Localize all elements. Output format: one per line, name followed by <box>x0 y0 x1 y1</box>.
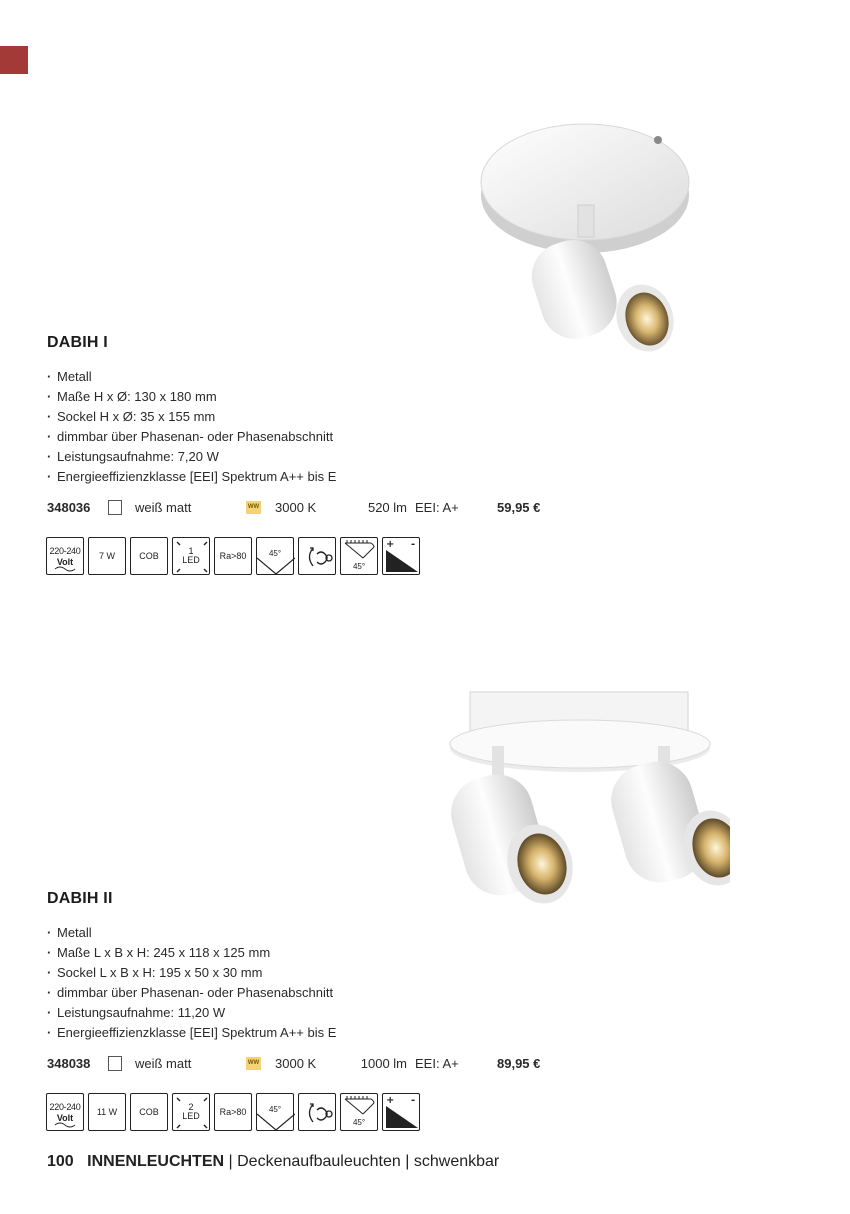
wattage-value: 7 W <box>98 551 115 561</box>
feature-item: · Metall <box>47 923 336 943</box>
color-swatch <box>108 500 122 515</box>
voltage-unit: Volt <box>56 1112 74 1123</box>
swivel-icon <box>298 1093 336 1131</box>
beam-angle-value: 45° <box>268 1105 282 1114</box>
tilt-angle-value: 45° <box>352 562 366 571</box>
product-title: DABIH II <box>47 890 113 907</box>
feature-list <box>47 923 336 1043</box>
svg-text:-: - <box>411 1095 416 1106</box>
category-title: Deckenaufbauleuchten <box>237 1153 401 1170</box>
led-count: 1 <box>188 546 194 556</box>
svg-text:+: + <box>386 1095 395 1106</box>
voltage-range: 220-240 <box>49 1101 81 1112</box>
product-photo <box>430 686 730 936</box>
led-label: LED <box>182 1111 200 1121</box>
feature-item: · Sockel H x Ø: 35 x 155 mm <box>47 407 336 427</box>
cob-led-icon <box>130 1093 168 1131</box>
page-number: 100 <box>47 1153 74 1170</box>
color-temperature: 3000 K <box>275 500 317 515</box>
article-number: 348036 <box>47 500 91 515</box>
section-title: INNENLEUCHTEN <box>87 1153 225 1170</box>
voltage-icon <box>46 537 84 575</box>
warm-white-badge: WW <box>246 1057 261 1070</box>
luminous-flux: 520 lm <box>367 500 407 515</box>
feature-item: · Maße H x Ø: 130 x 180 mm <box>47 387 336 407</box>
tilt-angle-icon <box>340 537 378 575</box>
led-label: LED <box>182 555 200 565</box>
color-name: weiß matt <box>135 500 192 515</box>
voltage-range: 220-240 <box>49 545 81 556</box>
led-type: COB <box>139 1107 159 1117</box>
color-name: weiß matt <box>135 1056 192 1071</box>
footer-separator: | <box>228 1153 233 1170</box>
feature-item: · Energieeffizienzklasse [EEI] Spektrum A++ bis E <box>47 467 336 487</box>
cri-icon <box>214 537 252 575</box>
feature-item: · Leistungsaufnahme: 7,20 W <box>47 447 336 467</box>
page-footer <box>47 1153 499 1171</box>
spec-icon-row <box>46 537 420 575</box>
beam-angle-icon <box>256 1093 294 1131</box>
wattage-icon <box>88 537 126 575</box>
footer-separator: | <box>405 1153 410 1170</box>
color-swatch <box>108 1056 122 1071</box>
led-count-icon <box>172 1093 210 1131</box>
cob-led-icon <box>130 537 168 575</box>
subcategory-title: schwenkbar <box>413 1153 500 1170</box>
voltage-icon <box>46 1093 84 1131</box>
swivel-icon <box>298 537 336 575</box>
luminous-flux: 1000 lm <box>360 1056 407 1071</box>
feature-item: · dimmbar über Phasenan- oder Phasenabschnitt <box>47 427 336 447</box>
svg-text:-: - <box>411 539 416 550</box>
tilt-angle-icon <box>340 1093 378 1131</box>
order-info-row <box>47 500 567 518</box>
chapter-color-tab <box>0 46 28 74</box>
color-temperature: 3000 K <box>275 1056 317 1071</box>
led-count-icon <box>172 537 210 575</box>
cri-value: Ra>80 <box>219 551 247 561</box>
cri-icon <box>214 1093 252 1131</box>
price: 89,95 € <box>497 1056 541 1071</box>
feature-item: · Energieeffizienzklasse [EEI] Spektrum A++ bis E <box>47 1023 336 1043</box>
feature-item: · Leistungsaufnahme: 11,20 W <box>47 1003 336 1023</box>
product-photo <box>470 100 700 360</box>
tilt-angle-value: 45° <box>352 1118 366 1127</box>
order-info-row <box>47 1056 567 1074</box>
product-title: DABIH I <box>47 334 108 351</box>
feature-item: · Metall <box>47 367 336 387</box>
feature-item: · dimmbar über Phasenan- oder Phasenabschnitt <box>47 983 336 1003</box>
svg-text:+: + <box>386 539 395 550</box>
wattage-icon <box>88 1093 126 1131</box>
cri-value: Ra>80 <box>219 1107 247 1117</box>
feature-item: · Maße L x B x H: 245 x 118 x 125 mm <box>47 943 336 963</box>
price: 59,95 € <box>497 500 541 515</box>
wattage-value: 11 W <box>96 1107 118 1117</box>
voltage-unit: Volt <box>56 556 74 567</box>
led-type: COB <box>139 551 159 561</box>
article-number: 348038 <box>47 1056 91 1071</box>
dimmable-icon <box>382 537 420 575</box>
beam-angle-value: 45° <box>268 549 282 558</box>
warm-white-badge: WW <box>246 501 261 514</box>
feature-list <box>47 367 336 487</box>
led-count: 2 <box>188 1102 194 1112</box>
energy-class: EEI: A+ <box>415 500 459 515</box>
spec-icon-row <box>46 1093 420 1131</box>
feature-item: · Sockel L x B x H: 195 x 50 x 30 mm <box>47 963 336 983</box>
dimmable-icon <box>382 1093 420 1131</box>
beam-angle-icon <box>256 537 294 575</box>
energy-class: EEI: A+ <box>415 1056 459 1071</box>
